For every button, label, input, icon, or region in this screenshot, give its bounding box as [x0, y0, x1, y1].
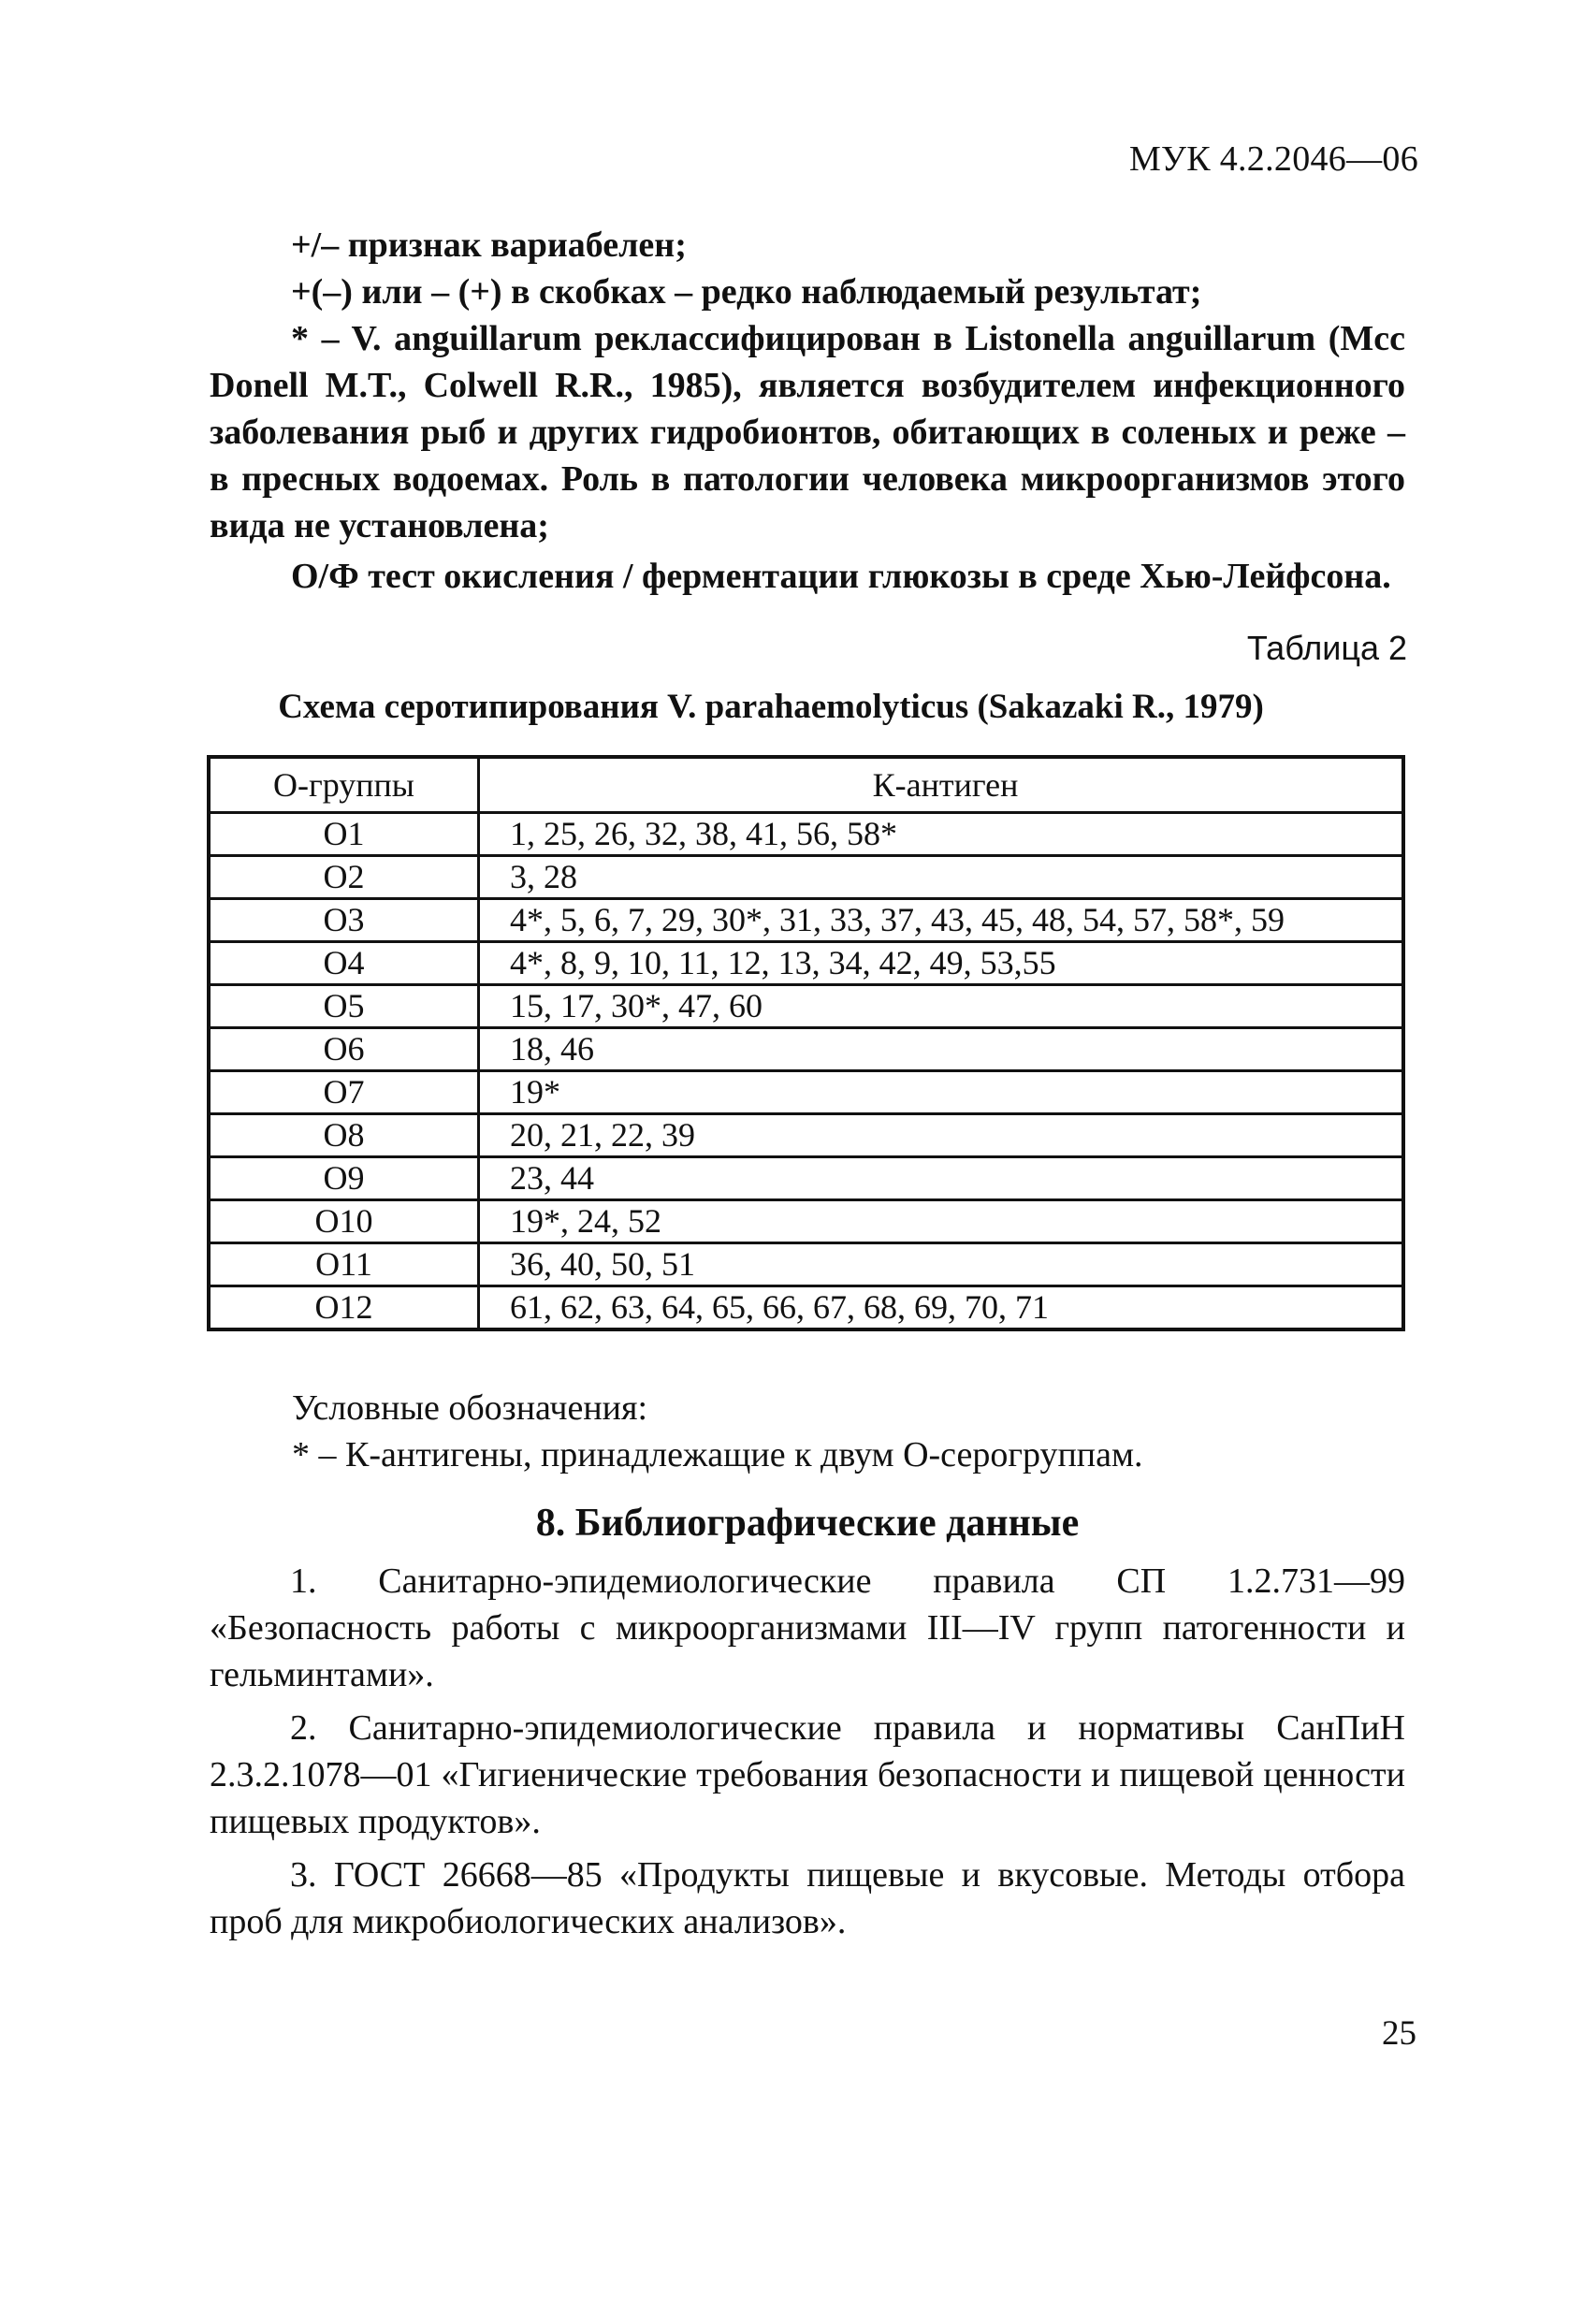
k-antigen-cell: 18, 46: [479, 1028, 1404, 1071]
k-antigen-cell: 19*: [479, 1071, 1404, 1114]
legend-line-rare-result: +(–) или – (+) в скобках – редко наблюдаемый результат;: [291, 272, 1202, 312]
legend-asterisk-note: * – V. anguillarum реклассифицирован в Listonella anguillarum (Mcc Donell M.T., Colwell R.R., 1985), является возбудителем инфекционного заболевания рыб и других гидробионтов, обитающих в соленых и реже – в пресных водоемах. Роль в патологии человека микроорганизмов этого вида не установлена;: [210, 319, 1405, 545]
table-row: [209, 1243, 1403, 1286]
table-row: [209, 1114, 1403, 1157]
table-row: [209, 942, 1403, 985]
table-row: [209, 1028, 1403, 1071]
k-antigen-cell: 15, 17, 30*, 47, 60: [479, 985, 1404, 1028]
o-group-cell: О5: [209, 985, 479, 1028]
table-row: [209, 1200, 1403, 1243]
k-antigen-cell: 61, 62, 63, 64, 65, 66, 67, 68, 69, 70, 71: [479, 1286, 1404, 1330]
notes-title: Условные обозначения:: [292, 1388, 648, 1428]
table-row: [209, 1157, 1403, 1200]
o-groups-header: О-группы: [209, 757, 479, 813]
o-group-cell: О3: [209, 899, 479, 942]
table-row: [209, 813, 1403, 856]
serotyping-table: [207, 755, 1405, 1331]
k-antigen-cell: 23, 44: [479, 1157, 1404, 1200]
k-antigen-cell: 19*, 24, 52: [479, 1200, 1404, 1243]
k-antigen-cell: 4*, 8, 9, 10, 11, 12, 13, 34, 42, 49, 53,55: [479, 942, 1404, 985]
k-antigen-header: К-антиген: [479, 757, 1404, 813]
legend-text: [210, 222, 1405, 600]
o-group-cell: О10: [209, 1200, 479, 1243]
table-title: Схема серотипирования V. parahaemolyticus (Sakazaki R., 1979): [278, 688, 1264, 726]
table-row: [209, 985, 1403, 1028]
o-group-cell: О7: [209, 1071, 479, 1114]
o-group-cell: О12: [209, 1286, 479, 1330]
k-antigen-cell: 4*, 5, 6, 7, 29, 30*, 31, 33, 37, 43, 45, 48, 54, 57, 58*, 59: [479, 899, 1404, 942]
table-row: [209, 856, 1403, 899]
o-group-cell: О6: [209, 1028, 479, 1071]
table-label: Таблица 2: [1246, 629, 1407, 667]
notes-asterisk: * – К-антигены, принадлежащие к двум О-серогруппам.: [292, 1435, 1143, 1474]
document-code: МУК 4.2.2046—06: [1128, 139, 1418, 179]
bibliography-item: 1. Санитарно-эпидемиологические правила СП 1.2.731—99 «Безопасность работы с микроорганизмами III—IV групп патогенности и гельминтами».: [210, 1561, 1405, 1694]
k-antigen-cell: 20, 21, 22, 39: [479, 1114, 1404, 1157]
k-antigen-cell: 3, 28: [479, 856, 1404, 899]
o-group-cell: О9: [209, 1157, 479, 1200]
o-group-cell: О1: [209, 813, 479, 856]
o-group-cell: О11: [209, 1243, 479, 1286]
bibliography-heading: 8. Библиографические данные: [535, 1502, 1080, 1545]
o-group-cell: О8: [209, 1114, 479, 1157]
legend-of-test: О/Ф тест окисления / ферментации глюкозы в среде Хью-Лейфсона.: [291, 557, 1391, 596]
bibliography-item: 2. Санитарно-эпидемиологические правила и нормативы СанПиН 2.3.2.1078—01 «Гигиенические требования безопасности и пищевой ценности пищевых продуктов».: [210, 1708, 1405, 1841]
table-row: [209, 899, 1403, 942]
bibliography-list: [210, 1558, 1405, 1952]
table-row: [209, 1071, 1403, 1114]
k-antigen-cell: 1, 25, 26, 32, 38, 41, 56, 58*: [479, 813, 1404, 856]
k-antigen-cell: 36, 40, 50, 51: [479, 1243, 1404, 1286]
o-group-cell: О4: [209, 942, 479, 985]
o-group-cell: О2: [209, 856, 479, 899]
table-row: [209, 1286, 1403, 1330]
legend-line-variable: +/– признак вариабелен;: [291, 225, 687, 265]
bibliography-item: 3. ГОСТ 26668—85 «Продукты пищевые и вкусовые. Методы отбора проб для микробиологических анализов».: [210, 1855, 1405, 1941]
page-number: 25: [1382, 2014, 1416, 2053]
table-header-row: [209, 757, 1403, 813]
table-notes: [292, 1385, 1143, 1478]
